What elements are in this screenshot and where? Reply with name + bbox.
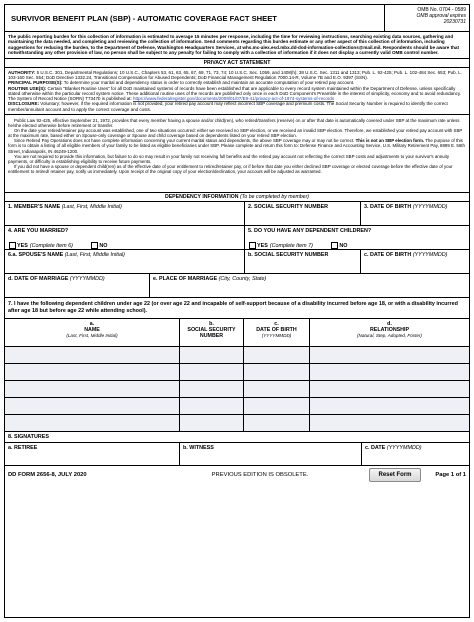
signature-date-label: c. DATE (YYYYMMDD) <box>365 445 422 451</box>
spouse-ssn-label: b. SOCIAL SECURITY NUMBER <box>248 252 329 258</box>
col-name-header: a. NAME (Last, First, Middle Initial) <box>5 319 180 346</box>
col-relationship-header: d. RELATIONSHIP (Natural, Step, Adopted, Foster) <box>357 321 422 338</box>
privacy-purpose: PRINCIPAL PURPOSE(S): To determine your marital and dependency status in order to correctly establish and maintain an accurate computation of your retired pay account. <box>8 80 355 86</box>
privacy-title: PRIVACY ACT STATEMENT <box>5 58 469 68</box>
sorn-link[interactable]: https://www.federalregister.gov/documents/2009/01/07/E9-41/privacy-act-of-1974-systems-of-records <box>133 96 335 102</box>
instructions-p3: Since Retired Pay Operations does not have complete information concerning your current marital status and dependents, the above SBP coverage may or may not be correct. This is not an SBP election form. The purpose of this form is to obtain a listing of all eligible members of your family to be listed as eligible beneficiaries under SBP. Please complete and return this form to: Defense Finance and Accounting Service, U.S. Military Retirement Pay, 8899 E. 56th Street, Indianapolis, IN 46249-1200. <box>8 138 465 154</box>
table-row <box>5 364 469 381</box>
member-ssn-label: 2. SOCIAL SECURITY NUMBER <box>248 204 329 210</box>
member-row <box>5 202 469 226</box>
page-number: Page 1 of 1 <box>435 472 466 478</box>
child-relationship-field[interactable] <box>310 415 469 431</box>
member-dob-label: 3. DATE OF BIRTH (YYYYMMDD) <box>364 204 448 210</box>
form-title: SURVIVOR BENEFIT PLAN (SBP) - AUTOMATIC COVERAGE FACT SHEET <box>5 5 385 31</box>
omb-expires-label: OMB approval expires <box>416 13 466 19</box>
children-yes-option[interactable]: YES (Complete Item 7) <box>249 242 313 249</box>
witness-signature-cell[interactable] <box>180 443 362 465</box>
child-name-field[interactable] <box>5 347 180 363</box>
member-name-label: 1. MEMBER'S NAME (Last, First, Middle Initial) <box>8 204 122 210</box>
married-yes-checkbox[interactable] <box>9 242 16 249</box>
obsolete-note: PREVIOUS EDITION IS OBSOLETE. <box>211 472 309 478</box>
marriage-place-label: e. PLACE OF MARRIAGE (City, County, State) <box>153 276 267 282</box>
reset-wrapper <box>365 468 425 482</box>
instructions-p5: If you did not have a spouse or dependent child(ren) as of the effective date of your entitlement to retired/retainer pay, or if before that date you either declined SBP coverage or elected coverage before the effective date of your entitlement to retired/ retainer pay, notify us immediately. Upon receipt of the original copy of your election/declination, your account will be adjusted as warranted. <box>8 163 453 174</box>
witness-signature-label: b. WITNESS <box>183 445 214 451</box>
married-label: 4. ARE YOU MARRIED? <box>8 228 69 234</box>
omb-number: OMB No. 0704 - 0589 <box>417 7 466 13</box>
table-row <box>5 381 469 398</box>
form-header <box>5 5 469 31</box>
instructions-p4: You are not required to provide this information, but failure to do so may result in your family not receiving full benefits and the retired pay account not reflecting the correct SBP costs and adjustments to your survivor's annuity payments, or difficulty in establishing eligibility to receive future payments. <box>8 153 450 164</box>
child-dob-field[interactable] <box>244 415 310 431</box>
form-id: DD FORM 2656-8, JULY 2020 <box>8 472 87 478</box>
children-statement: 7. I have the following dependent children under age 22 (or over age 22 and incapable of self-support because of a disability incurred before age 18, or with a disability incurred after age 18 but before age 22 while attending school). <box>5 298 469 319</box>
children-table-header <box>5 319 469 347</box>
married-no-checkbox[interactable] <box>91 242 98 249</box>
signatures-row <box>5 443 469 466</box>
spouse-dob-cell[interactable] <box>361 250 469 273</box>
child-dob-field[interactable] <box>244 381 310 397</box>
child-ssn-field[interactable] <box>180 415 244 431</box>
child-name-field[interactable] <box>5 381 180 397</box>
spouse-name-cell[interactable] <box>5 250 245 273</box>
child-ssn-field[interactable] <box>180 398 244 414</box>
child-dob-field[interactable] <box>244 347 310 363</box>
spouse-row <box>5 250 469 274</box>
children-yes-checkbox[interactable] <box>249 242 256 249</box>
table-row <box>5 347 469 364</box>
omb-block <box>385 5 469 31</box>
dependency-title: DEPENDENCY INFORMATION (To be completed by member) <box>5 192 469 202</box>
married-no-option[interactable]: NO <box>91 242 107 249</box>
children-options <box>245 236 469 249</box>
married-yes-option[interactable]: YES (Complete Item 6) <box>9 242 73 249</box>
child-relationship-field[interactable] <box>310 398 469 414</box>
children-no-option[interactable]: NO <box>331 242 347 249</box>
form-footer <box>5 466 469 484</box>
child-ssn-field[interactable] <box>180 381 244 397</box>
burden-statement: The public reporting burden for this collection of information is estimated to average 15 minutes per response, including the time for reviewing instructions, searching existing data sources, gathering and maintaining the data needed, and completing and reviewing the collection of information. Send comments regarding this burden estimate or any other aspect of this collection of information, including suggestions for reducing the burden, to the Department of Defense, Washington Headquarters Services, at whs.mc-alex.esd.mbx.dd-dod-information-collections@mail.mil. Respondents should be aware that notwithstanding any other provision of law, no person shall be subject to any penalty for failing to comply with a collection of information if it does not display a currently valid OMB control number. <box>5 31 469 58</box>
col-dob-header: c. DATE OF BIRTH (YYYYMMDD) <box>244 319 310 346</box>
form-page <box>4 4 470 618</box>
signature-date-cell[interactable] <box>362 443 469 465</box>
child-ssn-field[interactable] <box>180 364 244 380</box>
retiree-signature-label: a. RETIREE <box>8 445 38 451</box>
child-ssn-field[interactable] <box>180 347 244 363</box>
marriage-date-cell[interactable] <box>5 274 150 297</box>
child-dob-field[interactable] <box>244 398 310 414</box>
children-no-checkbox[interactable] <box>331 242 338 249</box>
child-name-field[interactable] <box>5 364 180 380</box>
children-cell <box>245 226 469 249</box>
child-relationship-field[interactable] <box>310 364 469 380</box>
instructions-p2: On the date your retired/retainer pay account was established, one of two situations occurred: either we received no SBP election, or we received an invalid SBP election. Therefore, we established your retired pay account with SBP at the maximum rate, based either on Spouse-only coverage or Spouse and child coverage based on dependents listed on your retired SBP election. <box>8 128 463 139</box>
child-name-field[interactable] <box>5 398 180 414</box>
children-label: 5. DO YOU HAVE ANY DEPENDENT CHILDREN? <box>248 228 372 234</box>
member-ssn-cell[interactable] <box>245 202 361 225</box>
child-name-field[interactable] <box>5 415 180 431</box>
privacy-authority: AUTHORITY: 5 U.S.C. 301, Departmental Regulations; 10 U.S.C., Chapters 53, 61, 63, 65, 67, 69, 71, 73, 74; 10 U.S.C. Sec. 1059, and 1408(h); 38 U.S.C. Sec. 1311 and 1313; Pub. L. 92-425; Pub. L. 102-484 Sec. 653; Pub. L. 103-160 Sec. 554; DoD Directive 1332.24, Transitional Compensation for Abused Dependents; DoD Financial Management Regulation 7000.14-R, Volume 7B and E.O. 9397 (SSN). <box>8 69 462 80</box>
omb-expires-date: 20230731 <box>443 19 466 25</box>
privacy-routine: ROUTINE USE(S): Certain "Blanket Routine Uses" for all DoD maintained systems of records have been established that are applicable to every record system maintained within the Department of Defense, unless specifically stated otherwise within the particular record system notice. These additional routine uses of the records are published only once in each DoD Component's Preamble in the interest of simplicity, economy and to avoid redundancy. The System of Record Notice (SORN) T7347b is published at: https://www.federalregister.gov/documents/2009/01/07/E9-41/privacy-act-of-1974-systems-of-records <box>8 85 462 102</box>
marriage-place-cell[interactable] <box>150 274 469 297</box>
marriage-row <box>5 274 469 298</box>
privacy-disclosure: DISCLOSURE: Voluntary; however, if the required information is not provided, your retired pay account may reflect incorrect SBP coverage and premium costs. The Social Security Number is required to identify the correct member/annuitant account and to apply the correct coverage and costs. <box>8 101 448 112</box>
marriage-date-label: d. DATE OF MARRIAGE (YYYYMMDD) <box>8 276 105 282</box>
married-options <box>5 236 244 249</box>
col-ssn-header: b. SOCIAL SECURITY NUMBER <box>180 319 244 346</box>
child-relationship-field[interactable] <box>310 381 469 397</box>
instructions <box>5 114 469 192</box>
member-dob-cell[interactable] <box>361 202 469 225</box>
spouse-name-label: 6.a. SPOUSE'S NAME (Last, First, Middle Initial) <box>8 252 125 258</box>
table-row <box>5 415 469 432</box>
reset-form-button[interactable]: Reset Form <box>369 468 420 482</box>
retiree-signature-cell[interactable] <box>5 443 180 465</box>
spouse-ssn-cell[interactable] <box>245 250 361 273</box>
signatures-title: 8. SIGNATURES <box>5 432 469 443</box>
child-relationship-field[interactable] <box>310 347 469 363</box>
member-name-cell[interactable] <box>5 202 245 225</box>
child-dob-field[interactable] <box>244 364 310 380</box>
married-children-row <box>5 226 469 250</box>
married-cell <box>5 226 245 249</box>
spouse-dob-label: c. DATE OF BIRTH (YYYYMMDD) <box>364 252 448 258</box>
children-table-body <box>5 347 469 432</box>
table-row <box>5 398 469 415</box>
privacy-statement <box>5 68 469 114</box>
instructions-p1: Public Law 92-425, effective September 21, 1972, provides that every member having a spouse and/or child(ren), who retired/transfers (reserve) on or after that date is automatically covered under SBP at the maximum rate unless he/she elected otherwise before retirement or transfer. <box>8 118 460 129</box>
